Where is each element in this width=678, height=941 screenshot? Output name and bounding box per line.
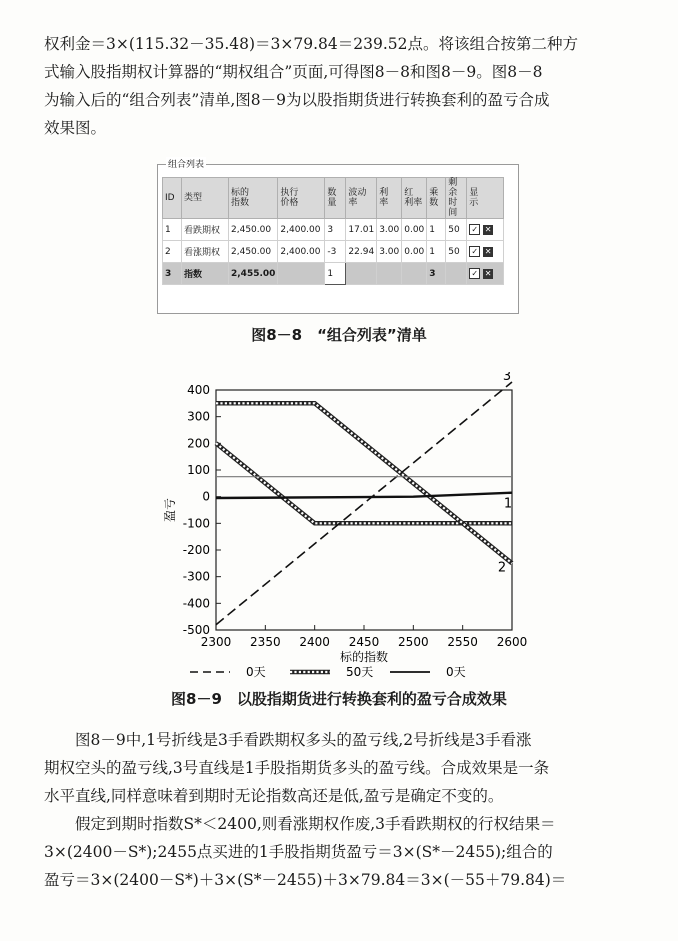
- payoff-chart: [150, 372, 550, 702]
- text-line: 式输入股指期权计算器的“期权组合”页面,可得图8－8和图8－9。图8－8: [44, 63, 543, 81]
- y-tick-label: 300: [187, 409, 210, 424]
- col-header: 执行 价格: [278, 178, 325, 219]
- cell: [446, 263, 467, 285]
- delete-icon[interactable]: ✕: [484, 269, 492, 278]
- x-tick-label: 2350: [250, 635, 281, 649]
- series-line-pattern: [216, 443, 512, 523]
- combination-list-panel: [157, 160, 519, 314]
- x-axis-label: 标的指数: [339, 650, 389, 664]
- x-tick-label: 2550: [447, 635, 478, 649]
- table-row[interactable]: [163, 241, 504, 263]
- x-tick-label: 2600: [496, 635, 528, 649]
- series-label-2: 2: [497, 560, 507, 576]
- x-tick-label: 2450: [348, 635, 380, 649]
- text-line: 图8－9中,1号折线是3手看跌期权多头的盈亏线,2号折线是3手看涨: [75, 731, 532, 749]
- quantity-input-cell[interactable]: 1: [325, 263, 346, 285]
- figure-caption-8-8: 图8－8 “组合列表”清单: [251, 326, 427, 344]
- cell: 看跌期权: [182, 219, 229, 241]
- y-tick-label: -100: [182, 516, 210, 531]
- intro-paragraph: [44, 30, 644, 142]
- cell: 指数: [182, 263, 229, 285]
- cell: 3: [163, 263, 182, 285]
- cell: 2,450.00: [229, 241, 278, 263]
- x-tick-label: 2400: [299, 635, 330, 649]
- cell: [278, 263, 325, 285]
- col-header: 数 量: [325, 178, 346, 219]
- cell: [467, 219, 504, 241]
- cell: 2,400.00: [278, 241, 325, 263]
- cell: 0.00: [402, 241, 427, 263]
- col-header: 红 利率: [402, 178, 427, 219]
- col-header: 乘 数: [427, 178, 446, 219]
- text-line: 盈亏＝3×(2400－S*)＋3×(S*－2455)＋3×79.84＝3×(－55＋79.84)＝: [44, 871, 567, 889]
- y-tick-label: 0: [202, 489, 210, 504]
- plot-frame: [216, 390, 512, 630]
- checkbox-checked-icon[interactable]: ✓: [469, 246, 480, 257]
- cell: 0.00: [402, 219, 427, 241]
- text-line: 水平直线,同样意味着到期时无论指数高还是低,盈亏是确定不变的。: [44, 787, 504, 805]
- series-line-pattern: [216, 403, 512, 563]
- text-line: 为输入后的“组合列表”清单,图8－9为以股指期货进行转换套利的盈亏合成: [44, 91, 550, 109]
- cell: [402, 263, 427, 285]
- checkbox-checked-icon[interactable]: ✓: [469, 268, 480, 279]
- series-label-3: 3: [502, 372, 512, 384]
- cell: [377, 263, 402, 285]
- legend-label: 0天: [446, 665, 466, 679]
- checkbox-checked-icon[interactable]: ✓: [469, 224, 480, 235]
- explanation-paragraph: [44, 726, 644, 894]
- text-line: 假定到期时指数S*＜2400,则看涨期权作废,3手看跌期权的行权结果＝: [75, 815, 556, 833]
- series-line-1: [216, 443, 512, 523]
- y-tick-label: 100: [187, 463, 210, 477]
- series-line-2: [216, 403, 512, 563]
- text-line: 期权空头的盈亏线,3号直线是1手股指期货多头的盈亏线。合成效果是一条: [44, 759, 550, 777]
- series-label-1: 1: [503, 496, 513, 512]
- col-header: 波动 率: [346, 178, 377, 219]
- text-line: 3×(2400－S*);2455点买进的1手股指期货盈亏＝3×(S*－2455);组合的: [44, 843, 553, 861]
- series-line-3: [216, 382, 512, 625]
- cell: 2,400.00: [278, 219, 325, 241]
- y-tick-label: -400: [182, 596, 210, 611]
- y-tick-label: 200: [187, 436, 210, 451]
- col-header: 剩 余时 间: [446, 178, 467, 219]
- cell: -3: [325, 241, 346, 263]
- cell: 1: [427, 241, 446, 263]
- col-header: 利 率: [377, 178, 402, 219]
- cell: 3.00: [377, 241, 402, 263]
- delete-icon[interactable]: ✕: [484, 225, 492, 234]
- cell: 50: [446, 241, 467, 263]
- col-header: 显 示: [467, 178, 504, 219]
- y-tick-label: -200: [182, 543, 210, 557]
- col-header: 标的 指数: [229, 178, 278, 219]
- cell: 2,450.00: [229, 219, 278, 241]
- cell: 看涨期权: [182, 241, 229, 263]
- table-row[interactable]: [163, 219, 504, 241]
- text-line: 权利金＝3×(115.32－35.48)＝3×79.84＝239.52点。将该组合按第二种方: [44, 35, 579, 53]
- cell: 2,455.00: [229, 263, 278, 285]
- cell: 22.94: [346, 241, 377, 263]
- combination-table: [162, 177, 504, 285]
- panel-title: 组合列表: [166, 157, 206, 170]
- legend-label: 0天: [246, 665, 266, 679]
- y-tick-label: -500: [182, 623, 210, 637]
- cell: 2: [163, 241, 182, 263]
- cell: 3: [325, 219, 346, 241]
- col-header: 类型: [182, 178, 229, 219]
- cell: 3.00: [377, 219, 402, 241]
- cell: [467, 241, 504, 263]
- table-header-row: [163, 178, 504, 219]
- cell: [467, 263, 504, 285]
- cell: [346, 263, 377, 285]
- delete-icon[interactable]: ✕: [484, 247, 492, 256]
- cell: 17.01: [346, 219, 377, 241]
- x-tick-label: 2500: [398, 635, 429, 649]
- y-axis-label: 盈亏: [163, 497, 177, 523]
- y-tick-label: -300: [182, 569, 210, 584]
- series-line-combined: [216, 493, 512, 498]
- cell: 1: [163, 219, 182, 241]
- col-header: ID: [163, 178, 182, 219]
- cell: 3: [427, 263, 446, 285]
- table-row-selected[interactable]: [163, 263, 504, 285]
- figure-caption-8-9: 图8－9 以股指期货进行转换套利的盈亏合成效果: [171, 690, 507, 708]
- cell: 50: [446, 219, 467, 241]
- y-tick-label: 400: [187, 383, 210, 397]
- legend-label: 50天: [346, 665, 374, 679]
- cell: 1: [427, 219, 446, 241]
- text-line: 效果图。: [44, 119, 107, 137]
- x-tick-label: 2300: [200, 635, 232, 649]
